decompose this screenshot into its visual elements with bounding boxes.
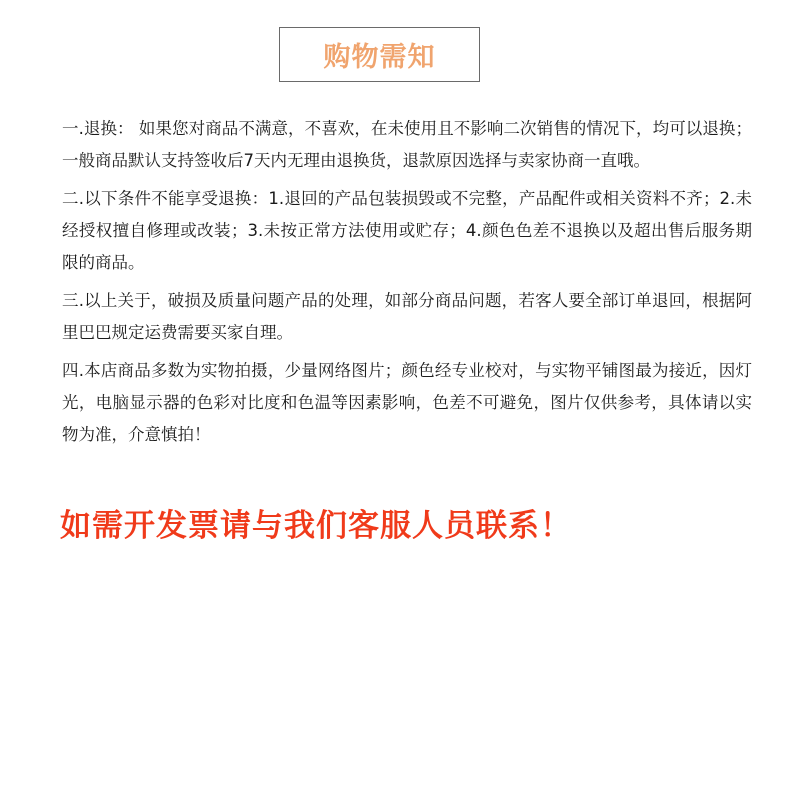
policy-section-return: 一.退换： 如果您对商品不满意，不喜欢，在未使用且不影响二次销售的情况下，均可以退换；一般商品默认支持签收后7天内无理由退换货，退款原因选择与卖家协商一直哦。	[62, 119, 752, 170]
title-box	[279, 27, 480, 82]
policy-section-damage: 三.以上关于，破损及质量问题产品的处理，如部分商品问题，若客人要全部订单退回，根据阿里巴巴规定运费需要买家自理。	[62, 291, 752, 342]
policy-content	[62, 113, 752, 457]
policy-section-color: 四.本店商品多数为实物拍摄，少量网络图片；颜色经专业校对，与实物平铺图最为接近，因灯光，电脑显示器的色彩对比度和色温等因素影响，色差不可避免，图片仅供参考，具体请以实物为准，介意慎拍！	[62, 361, 752, 444]
page-title: 购物需知	[323, 42, 436, 73]
invoice-notice: 如需开发票请与我们客服人员联系！	[60, 508, 572, 544]
policy-section-conditions: 二.以下条件不能享受退换：1.退回的产品包装损毁或不完整，产品配件或相关资料不齐；2.未经授权擅自修理或改装；3.未按正常方法使用或贮存；4.颜色色差不退换以及超出售后服务期限的商品。	[62, 189, 752, 272]
